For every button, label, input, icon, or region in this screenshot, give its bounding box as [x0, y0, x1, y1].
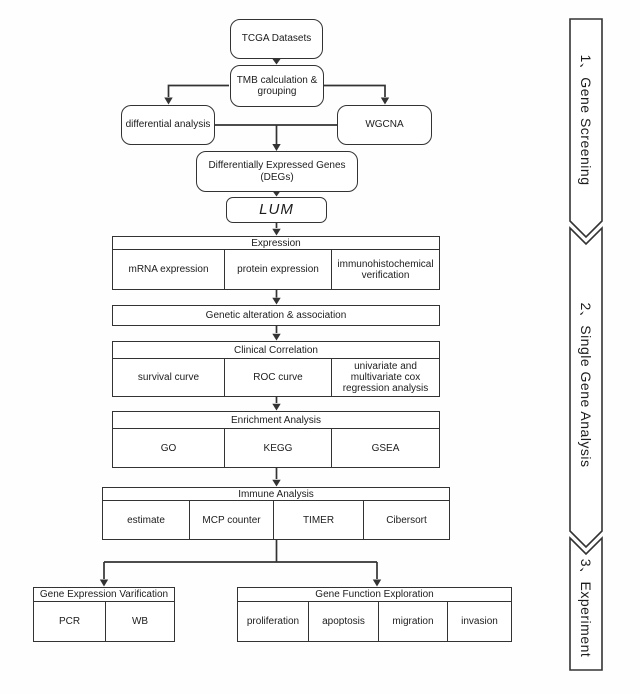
table-function-header: Gene Function Exploration — [238, 588, 511, 602]
cell-migration: migration — [378, 602, 447, 641]
banner-stage-experiment: 3、Experiment — [578, 558, 594, 658]
cell-gsea: GSEA — [331, 429, 439, 467]
cell-wb: WB — [105, 602, 174, 641]
arrow-down-icon — [272, 404, 280, 411]
cell-cibersort: Cibersort — [363, 501, 449, 539]
cell-apoptosis: apoptosis — [308, 602, 378, 641]
table-enrichment-header: Enrichment Analysis — [113, 412, 439, 429]
node-differential-analysis: differential analysis — [121, 105, 215, 145]
node-lum: LUM — [226, 197, 327, 223]
cell-ihc-verification: immunohistochemical verification — [331, 250, 439, 289]
table-verification-header: Gene Expression Varification — [34, 588, 174, 602]
banner-stage-gene-screening: 1、Gene Screening — [578, 54, 594, 186]
table-immune-header: Immune Analysis — [103, 488, 449, 501]
cell-cox-regression: univariate and multivariate cox regression analysis — [331, 359, 439, 396]
arrow-down-icon — [272, 144, 280, 151]
table-enrichment-analysis — [112, 411, 440, 468]
cell-timer: TIMER — [273, 501, 363, 539]
connector-line — [169, 86, 230, 98]
table-clinical-header: Clinical Correlation — [113, 342, 439, 359]
node-tcga-datasets: TCGA Datasets — [230, 19, 323, 59]
table-expression-header: Expression — [113, 237, 439, 250]
arrow-down-icon — [272, 229, 280, 236]
arrow-down-icon — [164, 98, 172, 105]
cell-kegg: KEGG — [224, 429, 331, 467]
table-gene-expression-verification — [33, 587, 175, 642]
cell-pcr: PCR — [58, 616, 81, 627]
cell-roc-curve: ROC curve — [224, 359, 331, 396]
table-expression — [112, 236, 440, 290]
arrow-down-icon — [272, 480, 280, 487]
banner-stage-single-gene-analysis: 2、Single Gene Analysis — [578, 302, 594, 468]
cell-survival-curve: survival curve — [137, 372, 200, 383]
table-genetic-alteration — [112, 305, 440, 326]
genetic-alteration-label: Genetic alteration & association — [205, 310, 347, 321]
arrow-down-icon — [100, 580, 108, 587]
table-clinical-correlation — [112, 341, 440, 397]
table-gene-function-exploration — [237, 587, 512, 642]
table-immune-analysis — [102, 487, 450, 540]
node-tmb-calculation: TMB calculation & grouping — [230, 65, 324, 107]
cell-go: GO — [160, 442, 177, 454]
cell-mrna-expression: mRNA expression — [128, 264, 209, 275]
arrow-down-icon — [272, 59, 280, 65]
cell-proliferation: proliferation — [246, 616, 300, 627]
arrow-down-icon — [272, 334, 280, 341]
connector-line — [324, 86, 385, 98]
arrow-down-icon — [381, 98, 389, 105]
arrow-down-icon — [272, 298, 280, 305]
node-degs: Differentially Expressed Genes (DEGs) — [196, 151, 358, 192]
cell-protein-expression: protein expression — [224, 250, 331, 289]
cell-invasion: invasion — [447, 602, 511, 641]
arrow-down-icon — [373, 580, 381, 587]
cell-mcp-counter: MCP counter — [189, 501, 273, 539]
cell-estimate: estimate — [127, 514, 165, 526]
node-wgcna: WGCNA — [337, 105, 432, 145]
